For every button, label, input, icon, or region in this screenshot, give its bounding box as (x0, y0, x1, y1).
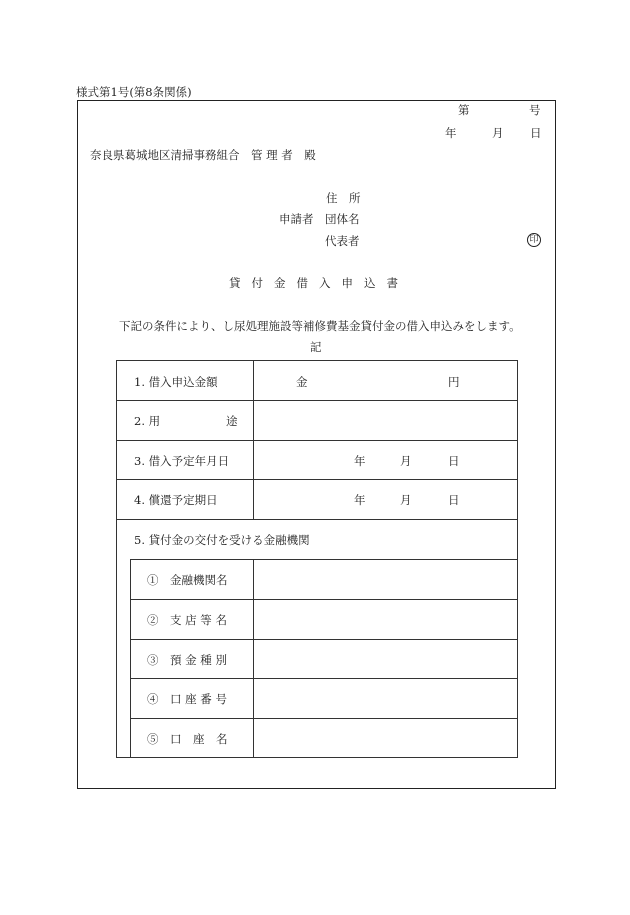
account-number-label: ④ 口 座 番 号 (147, 692, 227, 706)
row-divider-4 (116, 519, 518, 520)
row3-month: 月 (400, 454, 412, 468)
ki-label: 記 (310, 340, 322, 354)
representative-label: 代表者 (325, 234, 360, 248)
row-divider-5 (130, 559, 518, 560)
row-divider-9 (130, 718, 518, 719)
row3-day: 日 (448, 454, 460, 468)
date-year: 年 (445, 126, 457, 140)
branch-name-label: ② 支 店 等 名 (147, 613, 227, 627)
date-day: 日 (530, 126, 542, 140)
deposit-type-label: ③ 預 金 種 別 (147, 653, 227, 667)
applicant-label: 申請者 (279, 212, 314, 226)
row4-day: 日 (448, 493, 460, 507)
row5-label: 5. 貸付金の交付を受ける金融機関 (134, 533, 310, 547)
bank-name-label: ① 金融機関名 (147, 573, 228, 587)
number-dai: 第 (458, 103, 470, 117)
address-label: 住 所 (326, 191, 361, 205)
row-divider-8 (130, 678, 518, 679)
row4-year: 年 (354, 493, 366, 507)
column-divider-lower (253, 559, 254, 758)
column-divider-upper (253, 360, 254, 519)
row3-year: 年 (354, 454, 366, 468)
row1-kin: 金 (296, 375, 308, 389)
row-divider-7 (130, 639, 518, 640)
row1-en: 円 (448, 375, 460, 389)
row-divider-1 (116, 400, 518, 401)
row-divider-6 (130, 599, 518, 600)
row4-label: 4. 償還予定期日 (134, 493, 218, 507)
row1-label: 1. 借入申込金額 (134, 375, 218, 389)
organization-label: 団体名 (325, 212, 360, 226)
row2-label-b: 途 (226, 414, 238, 428)
document-title: 貸付金借入申込書 (229, 276, 409, 290)
row3-label: 3. 借入予定年月日 (134, 454, 230, 468)
addressee: 奈良県葛城地区清掃事務組合 管 理 者 殿 (90, 148, 316, 162)
seal-mark: 印 (527, 233, 541, 247)
row-divider-3 (116, 479, 518, 480)
intro-text: 下記の条件により、し尿処理施設等補修費基金貸付金の借入申込みをします。 (119, 319, 521, 333)
row2-label-a: 2. 用 (134, 414, 161, 428)
row4-month: 月 (400, 493, 412, 507)
number-go: 号 (529, 103, 541, 117)
account-name-label: ⑤ 口 座 名 (147, 732, 228, 746)
row-divider-2 (116, 440, 518, 441)
date-month: 月 (492, 126, 504, 140)
sub-indent-line (130, 559, 131, 758)
form-number-label: 様式第1号(第8条関係) (76, 85, 192, 99)
